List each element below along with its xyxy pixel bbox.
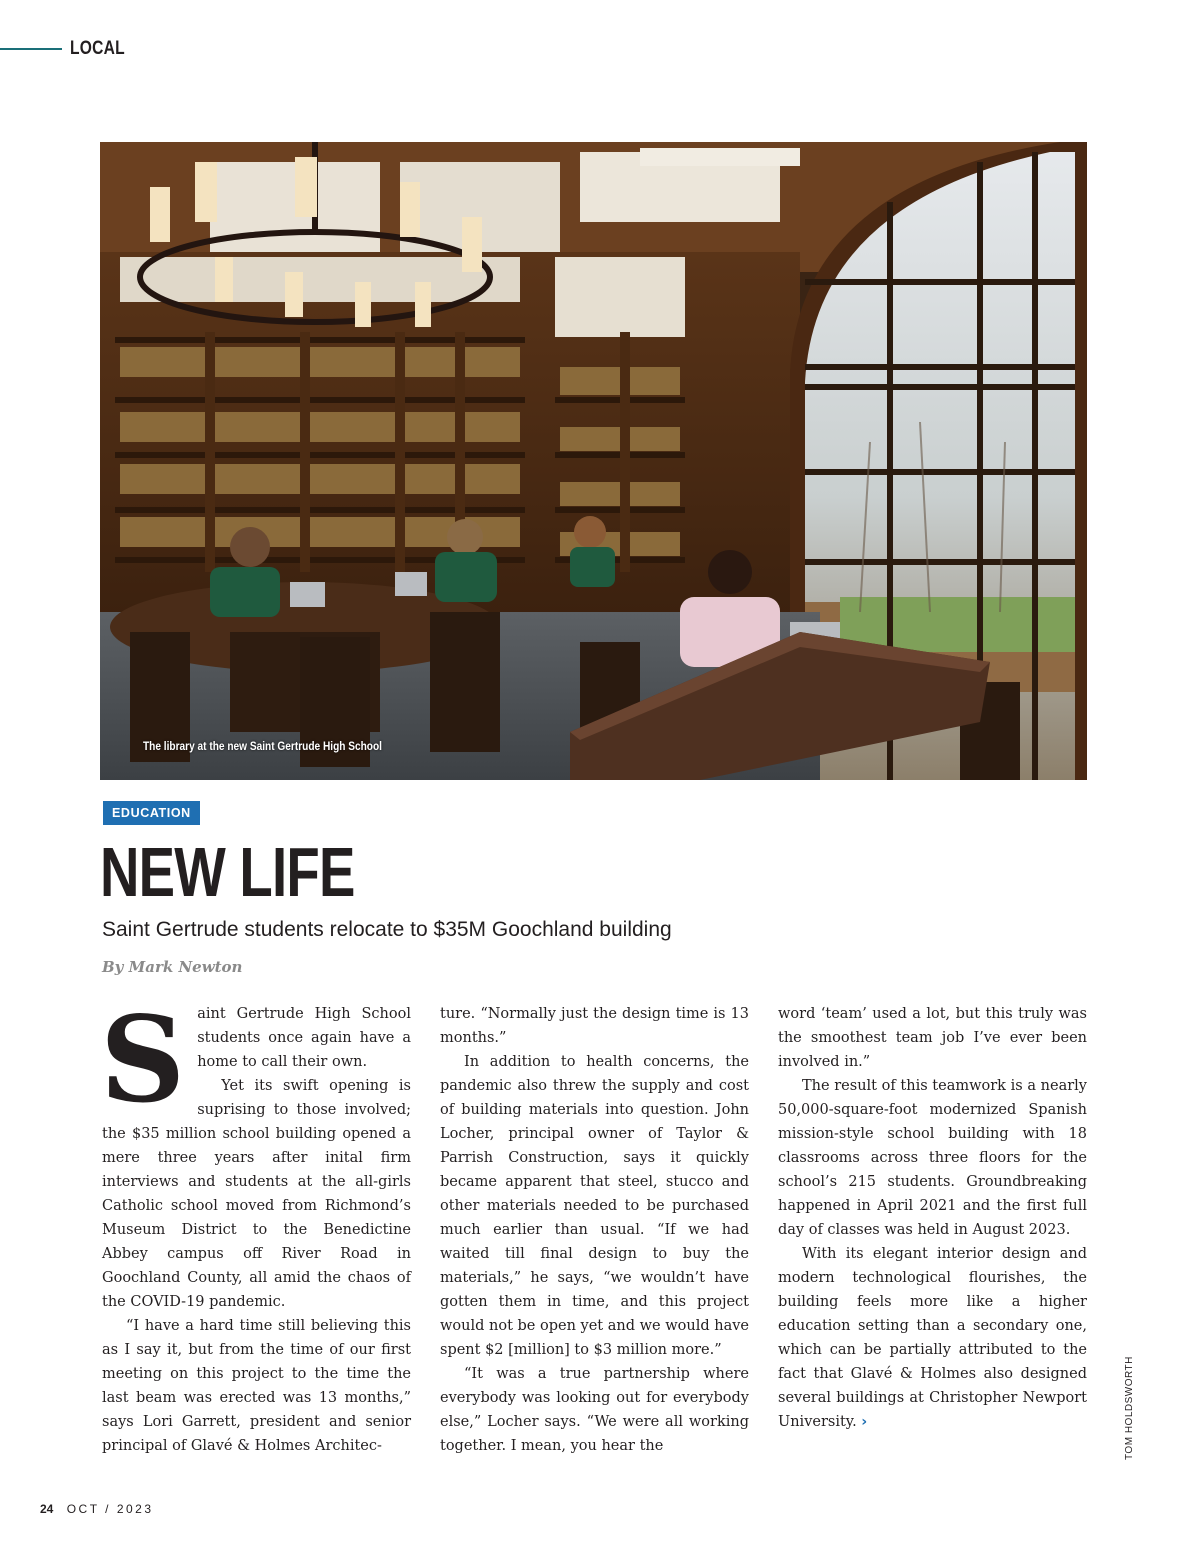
paragraph bbox=[778, 1242, 1087, 1434]
subhead: Saint Gertrude students relocate to $35M Goochland building bbox=[102, 918, 672, 941]
library-photo bbox=[100, 142, 1087, 780]
paragraph: The result of this teamwork is a nearly 50,000-square-foot modernized Spanish mission-style school building with 18 classrooms across three floors for the school’s 215 students. Groundbreaking happened in April 2021 and the first full day of classes was held in August 2023. bbox=[778, 1078, 1087, 1238]
paragraph-text: With its elegant interior design and modern technological flourishes, the building feels more like a higher education setting than a secondary one, which can be partially attributed to the fact that Glavé & Holmes also designed several buildings at Christopher Newport University. bbox=[778, 1246, 1087, 1430]
page-folio bbox=[40, 1502, 154, 1516]
paragraph: ture. “Normally just the design time is 13 months.” bbox=[440, 1006, 749, 1046]
library-illustration bbox=[100, 142, 1087, 780]
photo-caption: The library at the new Saint Gertrude High School bbox=[143, 741, 382, 753]
article-column-2 bbox=[440, 1002, 749, 1458]
chevron-right-icon: › bbox=[861, 1414, 868, 1430]
drop-cap: S bbox=[100, 990, 186, 1129]
byline: By Mark Newton bbox=[102, 958, 243, 976]
paragraph: word ‘team’ used a lot, but this truly was the smoothest team job I’ve ever been involved in.” bbox=[778, 1006, 1087, 1070]
page-number: 24 bbox=[40, 1502, 54, 1516]
article-column-3 bbox=[778, 1002, 1087, 1434]
paragraph: “It was a true partnership where everybody was looking out for everybody else,” Locher says. “We were all working together. I mean, you hear the bbox=[440, 1366, 749, 1454]
article-column-1 bbox=[100, 990, 411, 1458]
issue-date: OCT / 2023 bbox=[66, 1502, 154, 1516]
section-label: LOCAL bbox=[70, 38, 125, 59]
paragraph: aint Gertrude High School students once again have a home to call their own. bbox=[197, 1006, 411, 1070]
paragraph: Yet its swift opening is suprising to those involved; the $35 million school building opened a mere three years after inital firm interviews and students at the all-girls Catholic school moved from Richmond’s Museum District to the Benedictine Abbey campus off River Road in Goochland County, all amid the chaos of the COVID-19 pandemic. bbox=[102, 1078, 411, 1310]
section-rule bbox=[0, 48, 62, 50]
headline: NEW LIFE bbox=[100, 833, 355, 911]
photo-credit: TOM HOLDSWORTH bbox=[1124, 1356, 1135, 1460]
paragraph: “I have a hard time still believing this as I say it, but from the time of our first meeting on this project to the time the last beam was erected was 13 months,” says Lori Garrett, president and senior principal of Glavé & Holmes Architec- bbox=[102, 1318, 411, 1454]
paragraph: In addition to health concerns, the pandemic also threw the supply and cost of building materials into question. John Locher, principal owner of Taylor & Parrish Construction, says it quickly became apparent that steel, stucco and other materials needed to be purchased much earlier than usual. “If we had waited till final design to buy the materials,” he says, “we wouldn’t have gotten them in time, and this project would not be open yet and we would have spent $2 [million] to $3 million more.” bbox=[440, 1054, 749, 1358]
category-badge[interactable]: EDUCATION bbox=[103, 801, 200, 825]
